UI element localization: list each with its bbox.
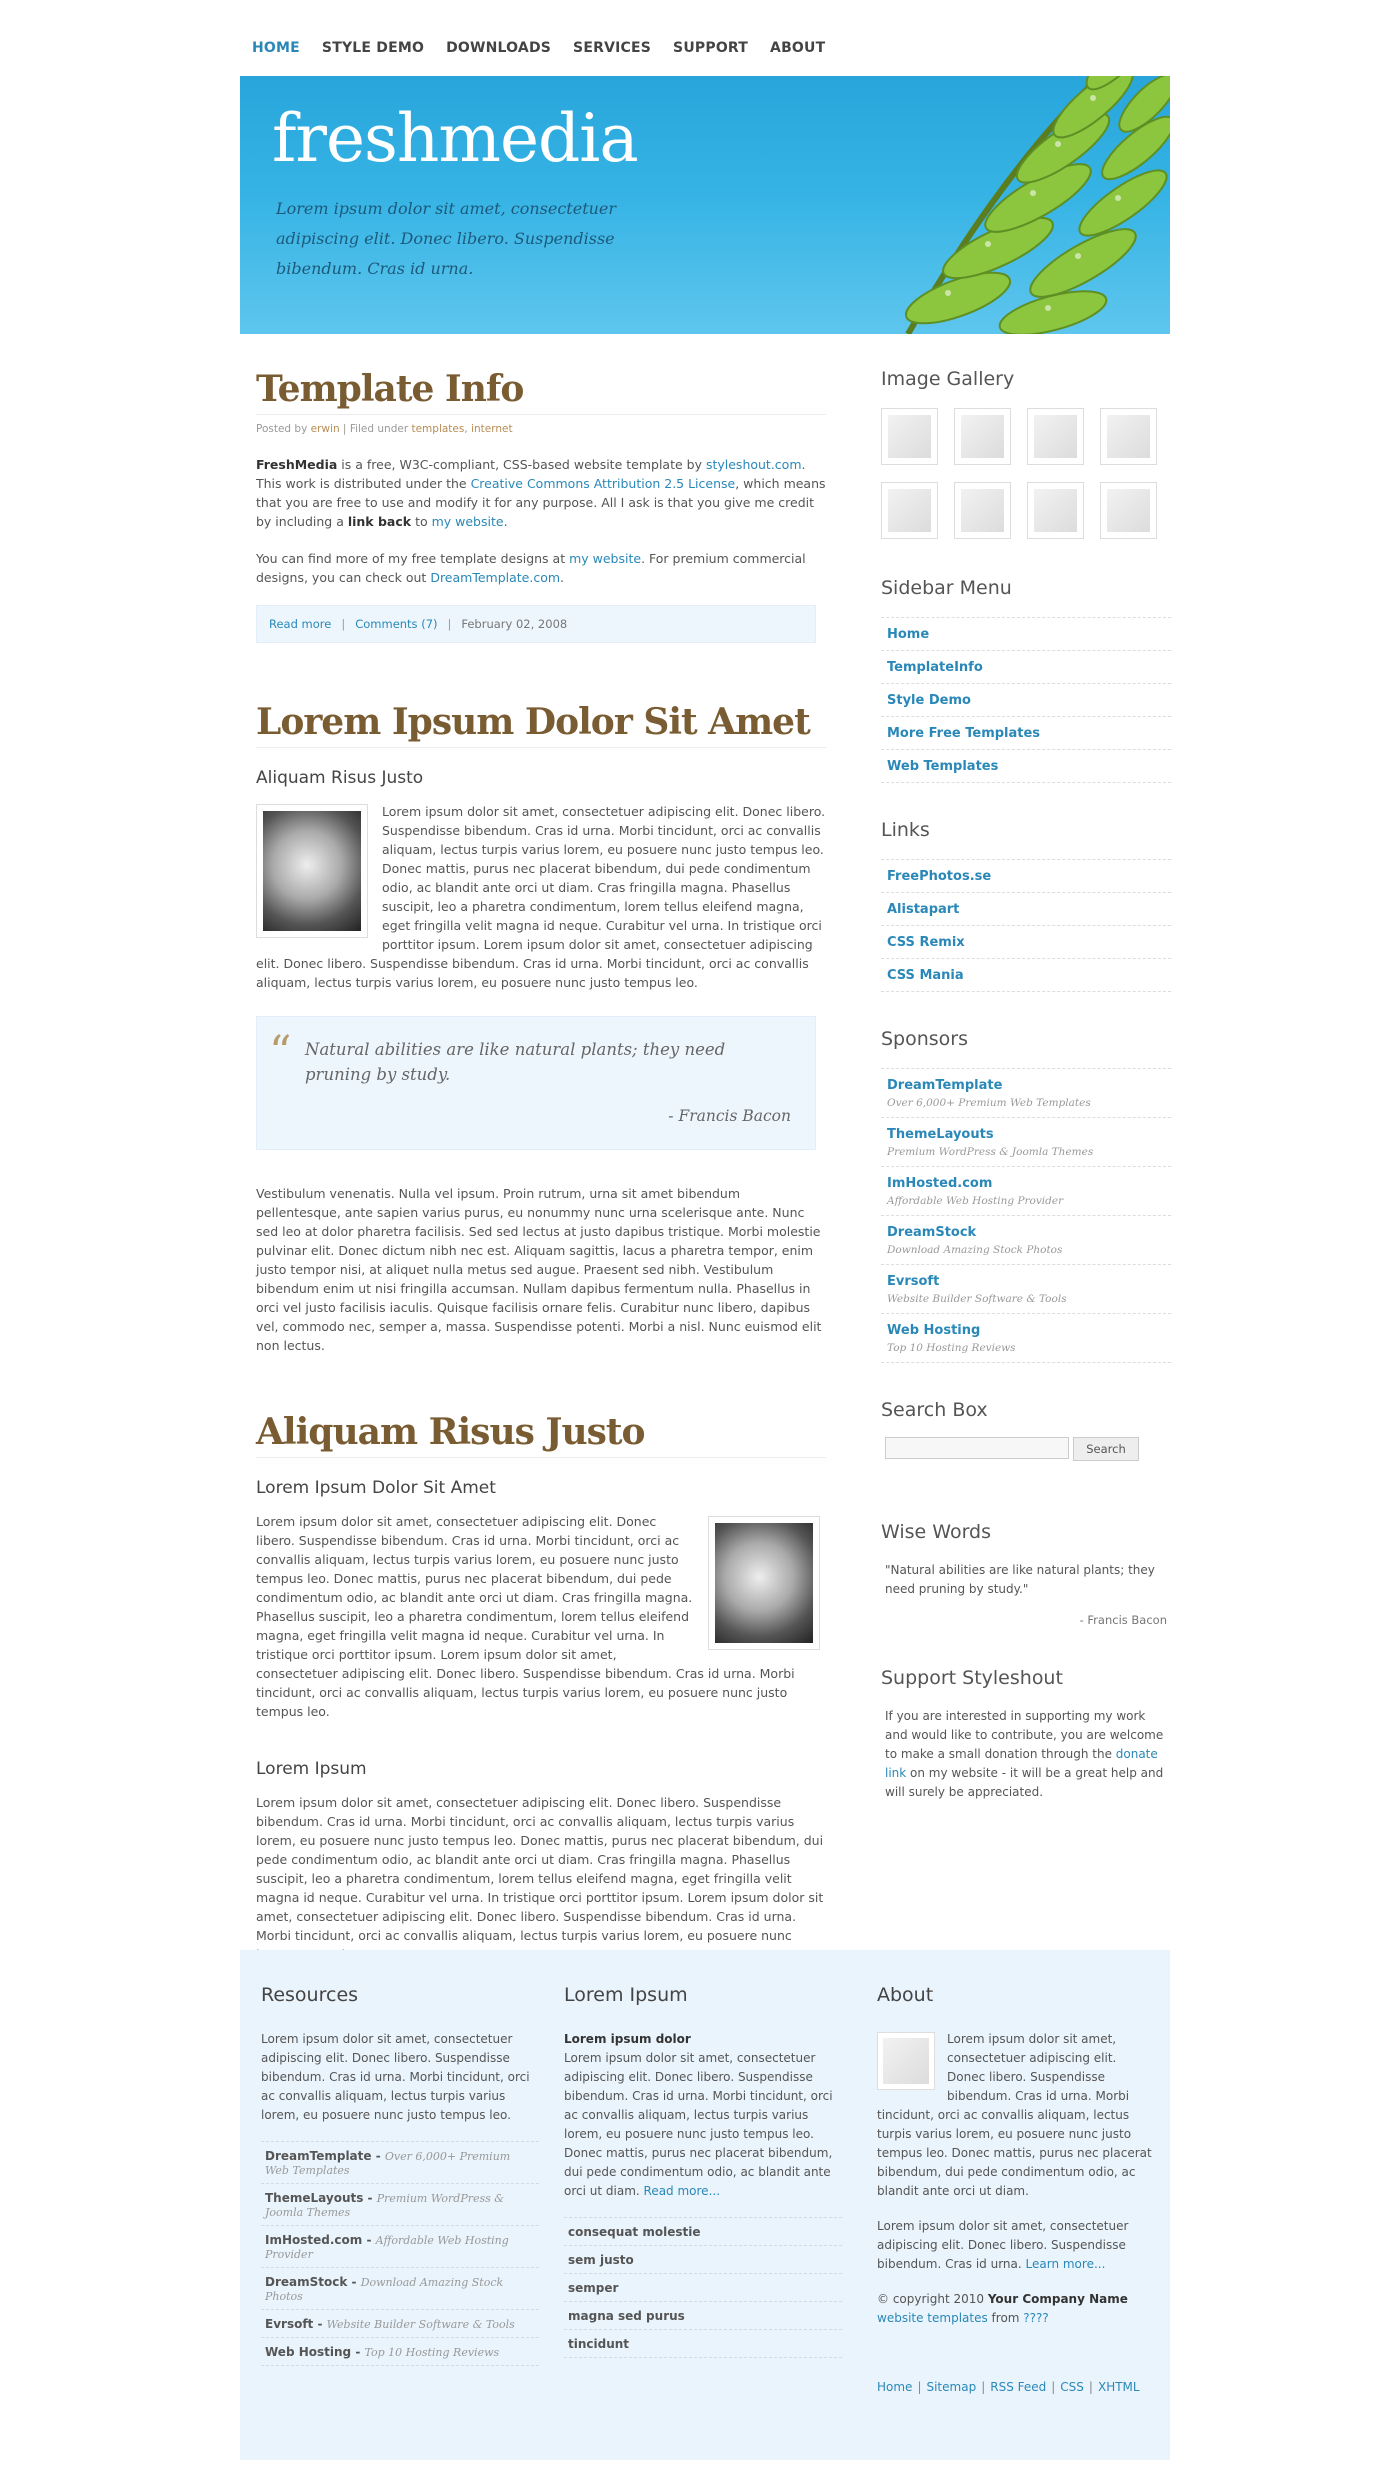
sidebar-menu-title: Sidebar Menu bbox=[881, 577, 1012, 599]
gallery-thumbnail[interactable] bbox=[1027, 408, 1084, 465]
nav-style-demo[interactable]: STYLE DEMO bbox=[321, 40, 425, 56]
meta-filed-label: Filed under bbox=[349, 423, 409, 435]
wise-words-title: Wise Words bbox=[881, 1521, 992, 1543]
resource-name[interactable]: ThemeLayouts bbox=[265, 2191, 364, 2205]
footer-resource-item[interactable]: ThemeLayouts - Premium WordPress & Joomla Themes bbox=[261, 2184, 539, 2226]
styleshout-link[interactable]: styleshout.com bbox=[705, 457, 802, 472]
sidebar-menu-item[interactable] bbox=[881, 684, 1171, 717]
leaf-image bbox=[848, 76, 1170, 334]
blockquote bbox=[256, 1016, 816, 1150]
separator: | bbox=[1088, 2380, 1093, 2394]
sponsors-list bbox=[881, 1068, 1171, 1363]
footer-resource-item[interactable]: Evrsoft - Website Builder Software & Tools bbox=[261, 2310, 539, 2338]
separator: | bbox=[1051, 2380, 1056, 2394]
author-link[interactable]: ???? bbox=[1023, 2311, 1049, 2325]
sidebar-menu-link[interactable]: Style Demo bbox=[887, 693, 971, 708]
links-item[interactable] bbox=[881, 893, 1171, 926]
text: . bbox=[503, 514, 508, 529]
post-paragraph: Lorem ipsum dolor sit amet, consectetuer adipiscing elit. Donec libero. Suspendisse bibendum. Cras id urna. Morbi tincidunt, orci ac convallis aliquam, lectus turpis varius lorem, eu posuere nunc justo tempus leo. Donec mattis, purus nec placerat bibendum, dui pede condimentum odio, ac blandit ante orci ut diam. Cras fringilla magna. Phasellus suscipit, leo a pharetra condimentum, lorem tellus eleifend magna, eget fringilla velit magna id neque. Curabitur vel urna. In tristique orci porttitor ipsum. Lorem ipsum dolor sit amet, consectetuer adipiscing elit. Donec libero. Suspendisse bibendum. Cras id urna. Morbi tincidunt, orci ac convallis aliquam, lectus turpis varius lorem, eu posuere nunc justo tempus leo. bbox=[256, 1514, 795, 1719]
footer-resources-column bbox=[261, 1984, 539, 2366]
post-subtitle: Lorem Ipsum Dolor Sit Amet bbox=[256, 1478, 496, 1498]
footer-sitemap-link[interactable]: Sitemap bbox=[926, 2380, 977, 2394]
post-paragraph bbox=[256, 455, 826, 531]
text: . This work is distributed under the bbox=[256, 457, 806, 491]
quote-mark-icon: “ bbox=[269, 1027, 292, 1078]
resource-desc: Over 6,000+ Premium Web Templates bbox=[265, 2150, 511, 2177]
text: © copyright 2010 bbox=[877, 2292, 988, 2306]
post-meta: Posted by erwin | Filed under templates, internet bbox=[256, 423, 513, 435]
sponsor-description: Over 6,000+ Premium Web Templates bbox=[887, 1097, 1091, 1109]
resource-desc: Premium WordPress & Joomla Themes bbox=[265, 2192, 505, 2219]
sponsor-description: Premium WordPress & Joomla Themes bbox=[887, 1146, 1094, 1158]
separator: | bbox=[917, 2380, 922, 2394]
footer-lorem-item[interactable]: magna sed purus bbox=[564, 2302, 842, 2330]
search-title: Search Box bbox=[881, 1399, 988, 1421]
sidebar-menu bbox=[881, 617, 1171, 783]
brand-name: FreshMedia bbox=[256, 457, 338, 472]
nav-about[interactable]: ABOUT bbox=[770, 40, 826, 56]
sponsor-link[interactable]: Web Hosting bbox=[887, 1323, 981, 1338]
resource-name[interactable]: DreamTemplate bbox=[265, 2149, 372, 2163]
footer-about-text bbox=[877, 2217, 1155, 2274]
text: . For premium commercial designs, you can check out bbox=[256, 551, 806, 585]
sidebar-menu-item[interactable] bbox=[881, 717, 1171, 750]
meta-tag-link[interactable]: internet bbox=[471, 423, 513, 435]
post-paragraph: Lorem ipsum dolor sit amet, consectetuer adipiscing elit. Donec libero. Suspendisse bibendum. Cras id urna. Morbi tincidunt, orci ac convallis aliquam, lectus turpis varius lorem, eu posuere nunc justo tempus leo. Donec mattis, purus nec placerat bibendum, dui pede condimentum odio, ac blandit ante orci ut diam. Cras fringilla magna. Phasellus suscipit, leo a pharetra condimentum, lorem tellus eleifend magna, eget fringilla velit magna id neque. Curabitur vel urna. In tristique orci porttitor ipsum. Lorem ipsum dolor sit amet, consectetuer adipiscing elit. Donec libero. Suspendisse bibendum. Cras id urna. Morbi tincidunt, orci ac convallis aliquam, lectus turpis varius lorem, eu posuere nunc bbox=[256, 1795, 824, 1943]
footer-home-link[interactable]: Home bbox=[877, 2380, 913, 2394]
footer-about-column bbox=[877, 1984, 1155, 2394]
comments-link[interactable]: Comments (7) bbox=[355, 617, 438, 631]
firefox-image bbox=[263, 811, 361, 931]
meta-tag-link[interactable]: templates bbox=[411, 423, 465, 435]
post-paragraph: Vestibulum venenatis. Nulla vel ipsum. Proin rutrum, urna sit amet bibendum pellentesque, ante sapien varius purus, eu nonummy nunc urna scelerisque ante. Nunc sed leo at dolor pharetra facilisis. Sed sed lectus at justo dapibus tristique. Morbi molestie pulvinar elit. Donec dictum nibh nec est. Aliquam sagittis, lacus a pharetra tempor, enim justo tempor nisi, at aliquet nulla metus sed augue. Praesent sed nibh. Vestibulum bibendum enim ut nisi fringilla accumsan. Nullam dapibus fermentum nulla. Phasellus in orci vel justo facilisis iaculis. Quisque facilisis ornare felis. Curabitur nunc libero, dapibus vel, commodo nec, semper a, massa. Suspendisse potenti. Morbi a nisl. Nunc euismod elit non lectus. bbox=[256, 1186, 822, 1353]
footer-rss-link[interactable]: RSS Feed bbox=[990, 2380, 1047, 2394]
resource-desc: Website Builder Software & Tools bbox=[326, 2318, 515, 2331]
post-date: February 02, 2008 bbox=[461, 617, 568, 631]
footer-lorem-item[interactable]: consequat molestie bbox=[564, 2218, 842, 2246]
footer-xhtml-link[interactable]: XHTML bbox=[1097, 2380, 1140, 2394]
support-text bbox=[881, 1707, 1171, 1802]
footer-resources-list bbox=[261, 2141, 539, 2366]
link-back-text: link back bbox=[347, 514, 412, 529]
footer-lorem-strong: Lorem ipsum dolor bbox=[564, 2032, 691, 2046]
post-title-lorem[interactable]: Lorem Ipsum Dolor Sit Amet bbox=[256, 701, 826, 748]
post-footer bbox=[256, 605, 816, 643]
nav-downloads[interactable]: DOWNLOADS bbox=[446, 40, 552, 56]
separator: | bbox=[981, 2380, 986, 2394]
footer-about-title: About bbox=[877, 1984, 934, 2006]
sponsor-description: Download Amazing Stock Photos bbox=[887, 1244, 1063, 1256]
footer-lorem-list bbox=[564, 2217, 842, 2358]
sponsor-link[interactable]: Evrsoft bbox=[887, 1274, 940, 1289]
footer-lorem-title: Lorem Ipsum bbox=[564, 1984, 688, 2006]
site-slogan: Lorem ipsum dolor sit amet, consectetuer adipiscing elit. Donec libero. Suspendisse bibendum. Cras id urna. bbox=[276, 199, 617, 278]
sidebar-menu-item[interactable] bbox=[881, 618, 1171, 651]
my-website-link[interactable]: my website bbox=[569, 551, 642, 566]
company-name: Your Company Name bbox=[987, 2292, 1128, 2306]
my-website-link[interactable]: my website bbox=[431, 514, 504, 529]
links-list bbox=[881, 859, 1171, 992]
image-gallery bbox=[881, 408, 1171, 539]
firefox-thumbnail[interactable] bbox=[708, 1516, 820, 1650]
gallery-thumbnail[interactable] bbox=[954, 408, 1011, 465]
header-banner bbox=[240, 76, 1170, 334]
resource-name[interactable]: ImHosted.com bbox=[265, 2233, 363, 2247]
footer-resource-item[interactable]: Web Hosting - Top 10 Hosting Reviews bbox=[261, 2338, 539, 2366]
post-paragraph bbox=[256, 549, 826, 587]
footer-about-text: Lorem ipsum dolor sit amet, consectetuer adipiscing elit. Donec libero. Suspendisse bibendum. Cras id urna. Morbi tincidunt, orci ac convallis aliquam, lectus turpis varius lorem, eu posuere nunc justo tempus leo. Donec mattis, purus nec placerat bibendum, dui pede condimentum odio, ac blandit ante orci ut diam. bbox=[877, 2032, 1152, 2198]
sponsors-title: Sponsors bbox=[881, 1028, 969, 1050]
sponsor-link[interactable]: ThemeLayouts bbox=[887, 1127, 994, 1142]
copyright bbox=[877, 2290, 1155, 2328]
text: from bbox=[987, 2311, 1024, 2325]
sponsor-link[interactable]: ImHosted.com bbox=[887, 1176, 993, 1191]
footer-resources-title: Resources bbox=[261, 1984, 359, 2006]
sponsor-description: Website Builder Software & Tools bbox=[887, 1293, 1067, 1305]
gallery-title: Image Gallery bbox=[881, 368, 1015, 390]
sponsor-item[interactable] bbox=[881, 1069, 1171, 1118]
sponsor-item[interactable] bbox=[881, 1314, 1171, 1363]
separator: | bbox=[341, 617, 346, 631]
gallery-thumbnail[interactable] bbox=[881, 482, 938, 539]
footer-lorem-column bbox=[564, 1984, 842, 2358]
main-content bbox=[256, 368, 826, 1982]
footer-resource-item[interactable]: DreamTemplate - Over 6,000+ Premium Web Templates bbox=[261, 2142, 539, 2184]
footer-lorem-item[interactable]: tincidunt bbox=[564, 2330, 842, 2358]
dreamtemplate-link[interactable]: DreamTemplate.com bbox=[430, 570, 561, 585]
support-title: Support Styleshout bbox=[881, 1667, 1063, 1689]
quote-author: - Francis Bacon bbox=[668, 1107, 791, 1125]
sidebar-menu-link[interactable]: TemplateInfo bbox=[887, 660, 983, 675]
resource-name[interactable]: Evrsoft bbox=[265, 2317, 314, 2331]
nav-home[interactable]: HOME bbox=[252, 40, 300, 56]
text: Lorem ipsum dolor sit amet, consectetuer adipiscing elit. Donec libero. Suspendisse bibendum. Cras id urna. Morbi tincidunt, orci ac convallis aliquam, lectus turpis varius lorem, eu posuere nunc justo tempus leo. Donec mattis, purus nec placerat bibendum, dui pede condimentum odio, ac blandit ante orci ut diam. bbox=[564, 2051, 833, 2198]
text: Lorem ipsum dolor sit amet, consectetuer adipiscing elit. Donec libero. Suspendisse bibendum. Cras id urna. bbox=[877, 2219, 1129, 2271]
text: If you are interested in supporting my work and would like to contribute, you are welcome to make a small donation through the bbox=[885, 1709, 1164, 1761]
nav-services[interactable]: SERVICES bbox=[573, 40, 652, 56]
links-title: Links bbox=[881, 819, 930, 841]
post-subtitle: Aliquam Risus Justo bbox=[256, 768, 424, 788]
resource-desc: Affordable Web Hosting Provider bbox=[265, 2234, 509, 2261]
search-button[interactable]: Search bbox=[1073, 1437, 1139, 1461]
post-title-template-info[interactable]: Template Info bbox=[256, 368, 826, 415]
post-paragraph: Lorem ipsum dolor sit amet, consectetuer adipiscing elit. Donec libero. Suspendisse bibendum. Cras id urna. Morbi tincidunt, orci ac convallis aliquam, lectus turpis varius lorem, eu posuere nunc justo tempus leo. Donec mattis, purus nec placerat bibendum, dui pede condimentum odio, ac blandit ante orci ut diam. Cras fringilla magna. Phasellus suscipit, leo a pharetra condimentum, lorem tellus eleifend magna, eget fringilla velit magna id neque. Curabitur vel urna. In tristique orci porttitor ipsum. Lorem ipsum dolor sit amet, consectetuer adipiscing elit. Donec libero. Suspendisse bibendum. Cras id urna. Morbi tincidunt, orci ac convallis aliquam, lectus turpis varius lorem, eu posuere nunc justo tempus leo. bbox=[256, 804, 826, 990]
sponsor-item[interactable] bbox=[881, 1167, 1171, 1216]
post-subtitle: Lorem Ipsum bbox=[256, 1759, 367, 1779]
sponsor-description: Top 10 Hosting Reviews bbox=[887, 1342, 1016, 1354]
sidebar-menu-link[interactable]: Home bbox=[887, 627, 930, 642]
text: is a free, W3C-compliant, CSS-based website template by bbox=[337, 457, 706, 472]
sidebar-menu-link[interactable]: Web Templates bbox=[887, 759, 999, 774]
top-navigation bbox=[240, 40, 836, 70]
about-thumbnail bbox=[877, 2032, 935, 2090]
sponsor-item[interactable] bbox=[881, 1265, 1171, 1314]
resource-desc: Top 10 Hosting Reviews bbox=[364, 2346, 500, 2359]
external-link[interactable]: CSS Mania bbox=[887, 968, 964, 983]
footer-resource-item[interactable]: ImHosted.com - Affordable Web Hosting Provider bbox=[261, 2226, 539, 2268]
sponsor-link[interactable]: DreamStock bbox=[887, 1225, 977, 1240]
footer-resource-item[interactable]: DreamStock - Download Amazing Stock Photos bbox=[261, 2268, 539, 2310]
search-input[interactable] bbox=[885, 1437, 1069, 1459]
nav-support[interactable]: SUPPORT bbox=[673, 40, 749, 56]
meta-posted-label: Posted by bbox=[256, 423, 308, 435]
text: on my website - it will be a great help and will surely be appreciated. bbox=[885, 1766, 1164, 1799]
gallery-thumbnail[interactable] bbox=[881, 408, 938, 465]
sponsor-link[interactable]: DreamTemplate bbox=[887, 1078, 1003, 1093]
footer-css-link[interactable]: CSS bbox=[1060, 2380, 1084, 2394]
meta-author-link[interactable]: erwin bbox=[310, 423, 340, 435]
resource-name[interactable]: Web Hosting bbox=[265, 2345, 352, 2359]
sponsor-item[interactable] bbox=[881, 1118, 1171, 1167]
learn-more-link[interactable]: Learn more... bbox=[1025, 2257, 1106, 2271]
gallery-thumbnail[interactable] bbox=[1100, 482, 1157, 539]
external-link[interactable]: Alistapart bbox=[887, 902, 960, 917]
license-link[interactable]: Creative Commons Attribution 2.5 License bbox=[470, 476, 736, 491]
quote-text: Natural abilities are like natural plants; they need pruning by study. bbox=[305, 1040, 726, 1084]
gallery-thumbnail[interactable] bbox=[1100, 408, 1157, 465]
separator: | bbox=[447, 617, 452, 631]
gallery-thumbnail[interactable] bbox=[1027, 482, 1084, 539]
external-link[interactable]: CSS Remix bbox=[887, 935, 965, 950]
links-item[interactable] bbox=[881, 959, 1171, 992]
wise-words-author: - Francis Bacon bbox=[1079, 1613, 1167, 1627]
links-item[interactable] bbox=[881, 926, 1171, 959]
text: You can find more of my free template designs at bbox=[256, 551, 570, 566]
post-title-aliquam[interactable]: Aliquam Risus Justo bbox=[256, 1411, 826, 1458]
sidebar-menu-item[interactable] bbox=[881, 651, 1171, 684]
resource-desc: Download Amazing Stock Photos bbox=[265, 2276, 504, 2303]
footer-links bbox=[877, 2380, 1155, 2394]
links-item[interactable] bbox=[881, 860, 1171, 893]
text: to bbox=[411, 514, 432, 529]
site-logo[interactable]: freshmedia bbox=[272, 100, 638, 177]
sidebar-menu-item[interactable] bbox=[881, 750, 1171, 783]
sponsor-description: Affordable Web Hosting Provider bbox=[887, 1195, 1064, 1207]
sidebar bbox=[881, 368, 1171, 1802]
footer-read-more-link[interactable]: Read more... bbox=[643, 2184, 721, 2198]
read-more-link[interactable]: Read more bbox=[269, 617, 332, 631]
footer bbox=[240, 1950, 1170, 2460]
wise-words-text: "Natural abilities are like natural plants; they need pruning by study." bbox=[885, 1563, 1155, 1596]
website-templates-link[interactable]: website templates bbox=[877, 2311, 988, 2325]
footer-lorem-item[interactable]: semper bbox=[564, 2274, 842, 2302]
text: . bbox=[560, 570, 565, 585]
resource-name[interactable]: DreamStock bbox=[265, 2275, 348, 2289]
donate-link[interactable]: donate link bbox=[885, 1747, 1158, 1780]
external-link[interactable]: FreePhotos.se bbox=[887, 869, 992, 884]
footer-resources-text: Lorem ipsum dolor sit amet, consectetuer adipiscing elit. Donec libero. Suspendisse bibendum. Cras id urna. Morbi tincidunt, orci ac convallis aliquam, lectus turpis varius lorem, eu posuere nunc justo tempus leo. bbox=[261, 2032, 530, 2122]
sponsor-item[interactable] bbox=[881, 1216, 1171, 1265]
footer-lorem-text bbox=[564, 2030, 842, 2201]
firefox-image bbox=[715, 1523, 813, 1643]
firefox-thumbnail[interactable] bbox=[256, 804, 368, 938]
sidebar-menu-link[interactable]: More Free Templates bbox=[887, 726, 1041, 741]
search-form bbox=[885, 1437, 1171, 1461]
gallery-thumbnail[interactable] bbox=[954, 482, 1011, 539]
text: , which means that you are free to use and modify it for any purpose. All I ask is that you give me credit by including a bbox=[256, 476, 826, 529]
footer-lorem-item[interactable]: sem justo bbox=[564, 2246, 842, 2274]
